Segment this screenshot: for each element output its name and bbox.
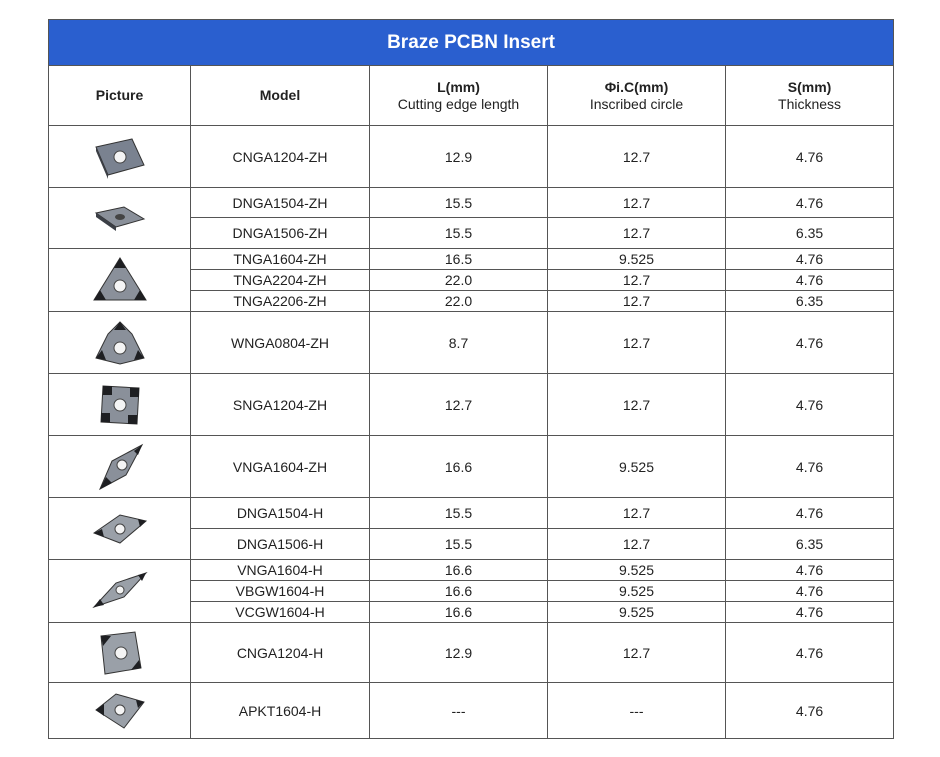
model-cell: TNGA2206-ZH: [191, 291, 370, 312]
vnga-h-insert-icon: [90, 569, 150, 613]
model-cell: CNGA1204-ZH: [191, 126, 370, 188]
ic-cell: 9.525: [548, 560, 726, 581]
l-cell: 15.5: [370, 529, 548, 560]
table-row: [49, 436, 894, 498]
model-cell: APKT1604-H: [191, 683, 370, 739]
insert-picture: [49, 436, 191, 498]
insert-picture: [49, 374, 191, 436]
s-cell: 4.76: [726, 602, 894, 623]
ic-cell: 12.7: [548, 218, 726, 249]
ic-cell: 12.7: [548, 188, 726, 218]
ic-cell: 12.7: [548, 498, 726, 529]
l-cell: 15.5: [370, 188, 548, 218]
l-cell: 16.6: [370, 560, 548, 581]
header-picture: Picture: [49, 66, 191, 126]
table-row: [49, 126, 894, 188]
l-cell: 16.6: [370, 436, 548, 498]
header-cutting-edge-length: L(mm) Cutting edge length: [370, 66, 548, 126]
model-cell: VNGA1604-ZH: [191, 436, 370, 498]
l-cell: 16.5: [370, 249, 548, 270]
header-inscribed-circle: Φi.C(mm) Inscribed circle: [548, 66, 726, 126]
table-title: Braze PCBN Insert: [49, 20, 894, 66]
ic-cell: 9.525: [548, 602, 726, 623]
ic-cell: 12.7: [548, 291, 726, 312]
l-cell: 15.5: [370, 498, 548, 529]
l-cell: 16.6: [370, 602, 548, 623]
insert-picture: [49, 683, 191, 739]
l-cell: 12.9: [370, 126, 548, 188]
s-cell: 4.76: [726, 581, 894, 602]
insert-picture: [49, 249, 191, 312]
ic-cell: 12.7: [548, 623, 726, 683]
s-cell: 4.76: [726, 270, 894, 291]
l-cell: 15.5: [370, 218, 548, 249]
s-cell: 4.76: [726, 188, 894, 218]
ic-cell: 12.7: [548, 529, 726, 560]
table-row: [49, 188, 894, 218]
insert-picture: [49, 560, 191, 623]
ic-cell: 12.7: [548, 126, 726, 188]
model-cell: SNGA1204-ZH: [191, 374, 370, 436]
l-cell: 22.0: [370, 291, 548, 312]
tnga-zh-insert-icon: [90, 254, 150, 306]
ic-cell: 9.525: [548, 436, 726, 498]
l-cell: ---: [370, 683, 548, 739]
l-cell: 12.9: [370, 623, 548, 683]
model-cell: WNGA0804-ZH: [191, 312, 370, 374]
model-cell: CNGA1204-H: [191, 623, 370, 683]
ic-cell: 12.7: [548, 270, 726, 291]
model-cell: DNGA1506-H: [191, 529, 370, 560]
header-thickness: S(mm) Thickness: [726, 66, 894, 126]
s-cell: 4.76: [726, 312, 894, 374]
s-cell: 4.76: [726, 498, 894, 529]
s-cell: 6.35: [726, 291, 894, 312]
ic-cell: 12.7: [548, 374, 726, 436]
wnga-zh-insert-icon: [92, 318, 148, 368]
table-row: [49, 623, 894, 683]
l-cell: 8.7: [370, 312, 548, 374]
model-cell: DNGA1504-ZH: [191, 188, 370, 218]
header-model: Model: [191, 66, 370, 126]
model-cell: VBGW1604-H: [191, 581, 370, 602]
insert-picture: [49, 623, 191, 683]
model-cell: DNGA1506-ZH: [191, 218, 370, 249]
dnga-h-insert-icon: [90, 509, 150, 549]
model-cell: TNGA2204-ZH: [191, 270, 370, 291]
s-cell: 4.76: [726, 249, 894, 270]
insert-picture: [49, 312, 191, 374]
model-cell: VNGA1604-H: [191, 560, 370, 581]
model-cell: TNGA1604-ZH: [191, 249, 370, 270]
s-cell: 4.76: [726, 436, 894, 498]
apkt-h-insert-icon: [92, 688, 148, 734]
table-row: [49, 312, 894, 374]
s-cell: 6.35: [726, 529, 894, 560]
l-cell: 12.7: [370, 374, 548, 436]
cnga-h-insert-icon: [95, 628, 145, 678]
insert-spec-table: [48, 19, 894, 739]
table-row: [49, 249, 894, 270]
table-row: [49, 683, 894, 739]
ic-cell: 12.7: [548, 312, 726, 374]
table-row: [49, 374, 894, 436]
s-cell: 4.76: [726, 683, 894, 739]
table-row: [49, 560, 894, 581]
dnga-zh-insert-icon: [90, 201, 150, 235]
vnga-zh-insert-icon: [92, 441, 148, 493]
s-cell: 6.35: [726, 218, 894, 249]
insert-picture: [49, 498, 191, 560]
cnga-zh-insert-icon: [90, 135, 150, 179]
l-cell: 22.0: [370, 270, 548, 291]
ic-cell: 9.525: [548, 249, 726, 270]
s-cell: 4.76: [726, 126, 894, 188]
insert-picture: [49, 188, 191, 249]
table-row: [49, 498, 894, 529]
l-cell: 16.6: [370, 581, 548, 602]
s-cell: 4.76: [726, 374, 894, 436]
s-cell: 4.76: [726, 623, 894, 683]
insert-picture: [49, 126, 191, 188]
s-cell: 4.76: [726, 560, 894, 581]
model-cell: DNGA1504-H: [191, 498, 370, 529]
snga-zh-insert-icon: [95, 380, 145, 430]
ic-cell: 9.525: [548, 581, 726, 602]
header-row: [49, 66, 894, 126]
model-cell: VCGW1604-H: [191, 602, 370, 623]
ic-cell: ---: [548, 683, 726, 739]
